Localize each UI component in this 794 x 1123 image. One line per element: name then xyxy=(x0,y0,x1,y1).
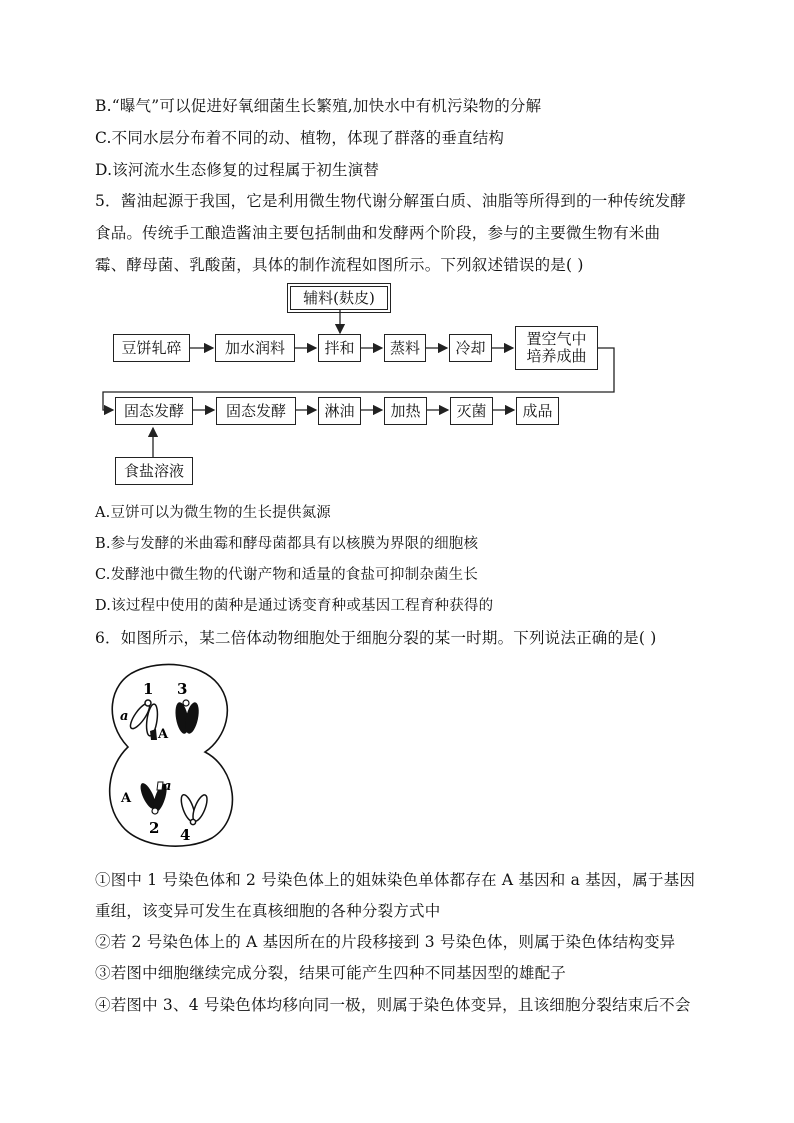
q5-option-d: D.该过程中使用的菌种是通过诱变育种或基因工程育种获得的 xyxy=(95,598,494,614)
box-mix: 拌和 xyxy=(318,334,361,362)
q4-option-c: C.不同水层分布着不同的动、植物，体现了群落的垂直结构 xyxy=(95,129,505,147)
q5-stem-line1: 5．酱油起源于我国，它是利用微生物代谢分解蛋白质、油脂等所得到的一种传统发酵 xyxy=(95,192,686,210)
box-crush-soybean-cake: 豆饼轧碎 xyxy=(113,334,190,362)
box-product: 成品 xyxy=(516,397,559,425)
label-chromosome-2: 2 xyxy=(149,819,160,837)
q6-statement2: ②若 2 号染色体上的 A 基因所在的片段移接到 3 号染色体，则属于染色体结构变异 xyxy=(95,933,676,951)
box-drain-oil: 淋油 xyxy=(318,397,361,425)
label-gene-a-top: a xyxy=(120,709,129,724)
q6-statement1-line1: ①图中 1 号染色体和 2 号染色体上的姐妹染色单体都存在 A 基因和 a 基因，属于基因 xyxy=(95,871,696,889)
box-sterilize: 灭菌 xyxy=(450,397,493,425)
box-culture-koji-line1: 置空气中 xyxy=(526,330,587,348)
q5-option-b: B.参与发酵的米曲霉和酵母菌都具有以核膜为界限的细胞核 xyxy=(95,536,479,552)
q5-stem-line2: 食品。传统手工酿造酱油主要包括制曲和发酵两个阶段，参与的主要微生物有米曲 xyxy=(95,224,661,242)
q4-option-d: D.该河流水生态修复的过程属于初生演替 xyxy=(95,161,380,179)
box-salt-solution: 食盐溶液 xyxy=(115,457,193,485)
box-solid-fermentation-2: 固态发酵 xyxy=(216,397,296,425)
label-gene-A-top: A xyxy=(158,727,169,742)
cell-membrane xyxy=(110,664,233,846)
box-culture-koji-line2: 培养成曲 xyxy=(526,347,587,365)
chromosome-4 xyxy=(179,793,210,824)
chromosome-3 xyxy=(173,700,201,735)
box-heat: 加热 xyxy=(384,397,427,425)
q6-statement4: ④若图中 3、4 号染色体均移向同一极，则属于染色体变异，且该细胞分裂结束后不会 xyxy=(95,996,691,1014)
q4-option-b: B.“曝气”可以促进好氧细菌生长繁殖,加快水中有机污染物的分解 xyxy=(95,97,542,115)
box-auxiliary-bran: 辅料(麸皮) xyxy=(290,286,388,310)
q6-stem: 6．如图所示，某二倍体动物细胞处于细胞分裂的某一时期。下列说法正确的是( ) xyxy=(95,629,657,647)
q6-statement3: ③若图中细胞继续完成分裂，结果可能产生四种不同基因型的雄配子 xyxy=(95,964,567,982)
label-gene-A-bottom: A xyxy=(121,791,132,806)
label-chromosome-3: 3 xyxy=(177,680,188,698)
label-chromosome-4: 4 xyxy=(180,826,191,844)
box-steam: 蒸料 xyxy=(384,334,426,362)
q5-option-a: A.豆饼可以为微生物的生长提供氮源 xyxy=(95,505,331,521)
chromosome-1-a-segment xyxy=(150,729,157,740)
box-solid-fermentation-1: 固态发酵 xyxy=(115,397,193,425)
label-gene-a-bottom: a xyxy=(163,779,172,794)
box-cool: 冷却 xyxy=(449,334,492,362)
q5-stem-line3: 霉、酵母菌、乳酸菌，具体的制作流程如图所示。下列叙述错误的是( ) xyxy=(95,256,584,274)
q5-option-c: C.发酵池中微生物的代谢产物和适量的食盐可抑制杂菌生长 xyxy=(95,567,479,583)
box-add-water: 加水润料 xyxy=(215,334,295,362)
q6-statement1-line2: 重组，该变异可发生在真核细胞的各种分裂方式中 xyxy=(95,902,441,920)
label-chromosome-1: 1 xyxy=(143,680,154,698)
